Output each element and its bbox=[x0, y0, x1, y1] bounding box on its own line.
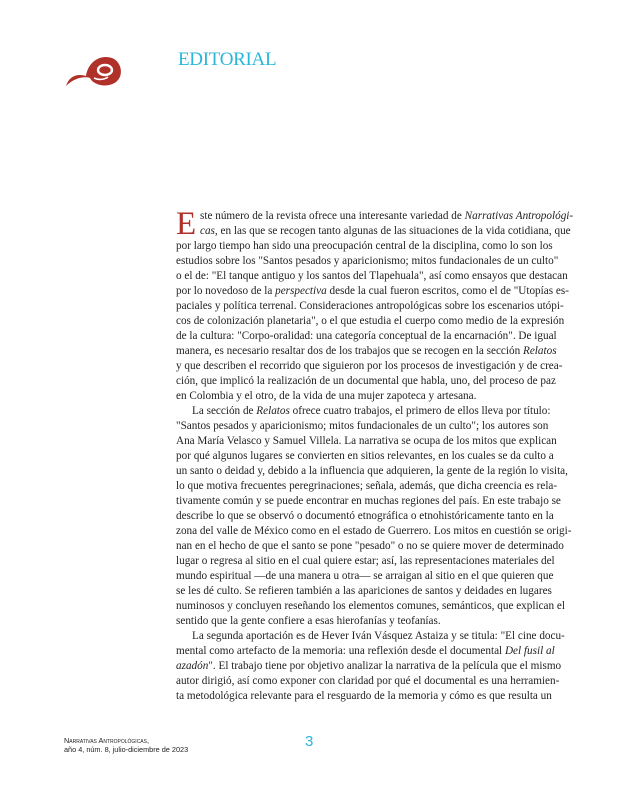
text-line bbox=[176, 614, 548, 629]
text-segment: por largo tiempo han sido una preocupación central de la disciplina, como lo son los bbox=[176, 240, 553, 252]
section-title: EDITORIAL bbox=[178, 49, 277, 70]
text-line bbox=[176, 224, 571, 239]
text-line bbox=[176, 659, 562, 674]
text-line bbox=[176, 599, 565, 614]
text-line bbox=[176, 389, 548, 404]
text-segment: zona del valle de México como en el estado de Guerrero. Los mitos en cuestión se origi- bbox=[176, 525, 572, 537]
text-line bbox=[176, 554, 555, 569]
text-line bbox=[176, 644, 555, 659]
text-line bbox=[176, 209, 574, 224]
text-line bbox=[176, 314, 565, 329]
text-segment: numinosos y concluyen reseñando los elementos comunes, semánticos, que explican el bbox=[176, 600, 565, 612]
italic-text: perspectiva bbox=[275, 285, 327, 297]
journal-logo-icon bbox=[64, 50, 124, 88]
text-line bbox=[176, 539, 564, 554]
text-segment: autor dirigió, así como exponer con claridad por qué el documental es una herramien- bbox=[176, 675, 560, 687]
text-line bbox=[176, 269, 568, 284]
text-line bbox=[176, 464, 568, 479]
text-segment: ofrece cuatro trabajos, el primero de ellos lleva por título: bbox=[289, 405, 551, 417]
italic-text: cas bbox=[200, 225, 215, 237]
text-segment: "Santos pesados y aparicionismo; mitos fundacionales de un culto"; los autores son bbox=[176, 420, 549, 432]
text-segment: por lo novedoso de la bbox=[176, 285, 276, 297]
text-segment: ". El trabajo tiene por objetivo analizar la narrativa de la película que el mismo bbox=[208, 660, 562, 672]
italic-text: Relatos bbox=[522, 345, 557, 357]
footer-citation bbox=[64, 736, 188, 754]
text-segment: un santo o deidad y, debido a la influencia que adquieren, la gente de la región lo visita, bbox=[176, 465, 568, 477]
text-line bbox=[176, 509, 554, 524]
text-line bbox=[176, 449, 554, 464]
text-line bbox=[176, 359, 563, 374]
text-line bbox=[176, 404, 551, 419]
text-segment: manera, es necesario resaltar dos de los trabajos que se recogen en la sección bbox=[176, 345, 523, 357]
text-segment: nan en el hecho de que el santo se pone "pesado" o no se quiere mover de determinado bbox=[176, 540, 564, 552]
italic-text: Narrativas Antropológi- bbox=[464, 210, 574, 222]
text-line bbox=[176, 254, 559, 269]
italic-text: Relatos bbox=[256, 405, 290, 417]
text-line bbox=[176, 569, 554, 584]
text-segment: por qué algunos lugares se convierten en sitios relevantes, en los cuales se da culto a bbox=[176, 450, 554, 462]
text-segment: mental como artefacto de la memoria: una reflexión desde el documental bbox=[176, 645, 505, 657]
text-line bbox=[176, 374, 556, 389]
text-line bbox=[176, 629, 565, 644]
text-segment: lo que motiva frecuentes peregrinaciones; señala, además, que dicha creencia es rela- bbox=[176, 480, 558, 492]
text-line bbox=[176, 479, 558, 494]
text-segment: ta metodológica relevante para el resguardo de la memoria y cómo es que resulta un bbox=[176, 690, 552, 702]
text-segment: se les dé culto. Se refieren también a las apariciones de santos y deidades en lugares bbox=[176, 585, 552, 597]
text-segment: estudios sobre los "Santos pesados y aparicionismo; mitos fundacionales de un culto" bbox=[176, 255, 559, 267]
text-line bbox=[176, 494, 561, 509]
text-line bbox=[176, 674, 560, 689]
text-segment: La segunda aportación es de Hever Iván Vásquez Astaiza y se titula: "El cine docu- bbox=[192, 630, 565, 642]
text-line bbox=[176, 299, 564, 314]
editorial-body bbox=[176, 206, 574, 704]
text-line bbox=[176, 284, 569, 299]
text-segment: mundo espiritual —de una manera u otra— se arraigan al sitio en el que quieren que bbox=[176, 570, 554, 582]
text-line bbox=[176, 584, 552, 599]
text-segment: paciales y política terrenal. Consideraciones antropológicas sobre los escenarios utópi- bbox=[176, 300, 564, 312]
text-segment: sentido que la gente confiere a esas hierofanías y teofanías. bbox=[176, 615, 441, 627]
text-segment: lugar o regresa al sitio en el cual quiere estar; así, las representaciones materiales del bbox=[176, 555, 555, 567]
italic-text: Del fusil al bbox=[504, 645, 555, 657]
page-number: 3 bbox=[305, 733, 314, 750]
text-segment: , en las que se recogen tanto algunas de las situaciones de la vida cotidiana, que bbox=[214, 225, 571, 237]
text-segment: tivamente común y se puede encontrar en muchas regiones del país. En este trabajo se bbox=[176, 495, 561, 507]
text-segment: desde la cual fueron escritos, como el de "Utopías es- bbox=[326, 285, 569, 297]
text-segment: de la cultura: "Corpo-oralidad: una categoría conceptual de la encarnación". De igual bbox=[176, 330, 557, 342]
text-line bbox=[176, 344, 557, 359]
text-segment: ste número de la revista ofrece una interesante variedad de bbox=[200, 210, 465, 222]
text-line bbox=[176, 689, 552, 704]
footer-journal-name: Narrativas Antropológicas, bbox=[64, 736, 150, 745]
italic-text: azadón bbox=[176, 660, 209, 672]
text-line bbox=[176, 329, 557, 344]
text-line bbox=[176, 419, 548, 434]
text-segment: en Colombia y el otro, de la vida de una mujer zapoteca y artesana. bbox=[176, 390, 477, 402]
text-line bbox=[176, 434, 557, 449]
text-segment: Ana María Velasco y Samuel Villela. La narrativa se ocupa de los mitos que explican bbox=[176, 435, 557, 447]
text-segment: o el de: "El tanque antiguo y los santos del Tlapehuala", así como ensayos que destacan bbox=[176, 270, 568, 282]
text-segment: ción, que implicó la realización de un documental que habla, uno, del proceso de paz bbox=[176, 375, 556, 387]
text-line bbox=[176, 239, 553, 254]
text-segment: describe lo que se observó o documentó etnográfica o etnohistóricamente tanto en la bbox=[176, 510, 554, 522]
text-segment: y que describen el recorrido que siguieron por los procesos de investigación y de crea- bbox=[176, 360, 563, 372]
text-line bbox=[176, 524, 572, 539]
drop-cap: E bbox=[176, 206, 197, 242]
text-segment: La sección de bbox=[192, 405, 257, 417]
footer-issue: año 4, núm. 8, julio-diciembre de 2023 bbox=[64, 745, 189, 754]
text-segment: cos de colonización planetaria", o el que estudia el cuerpo como medio de la expresión bbox=[176, 315, 565, 327]
